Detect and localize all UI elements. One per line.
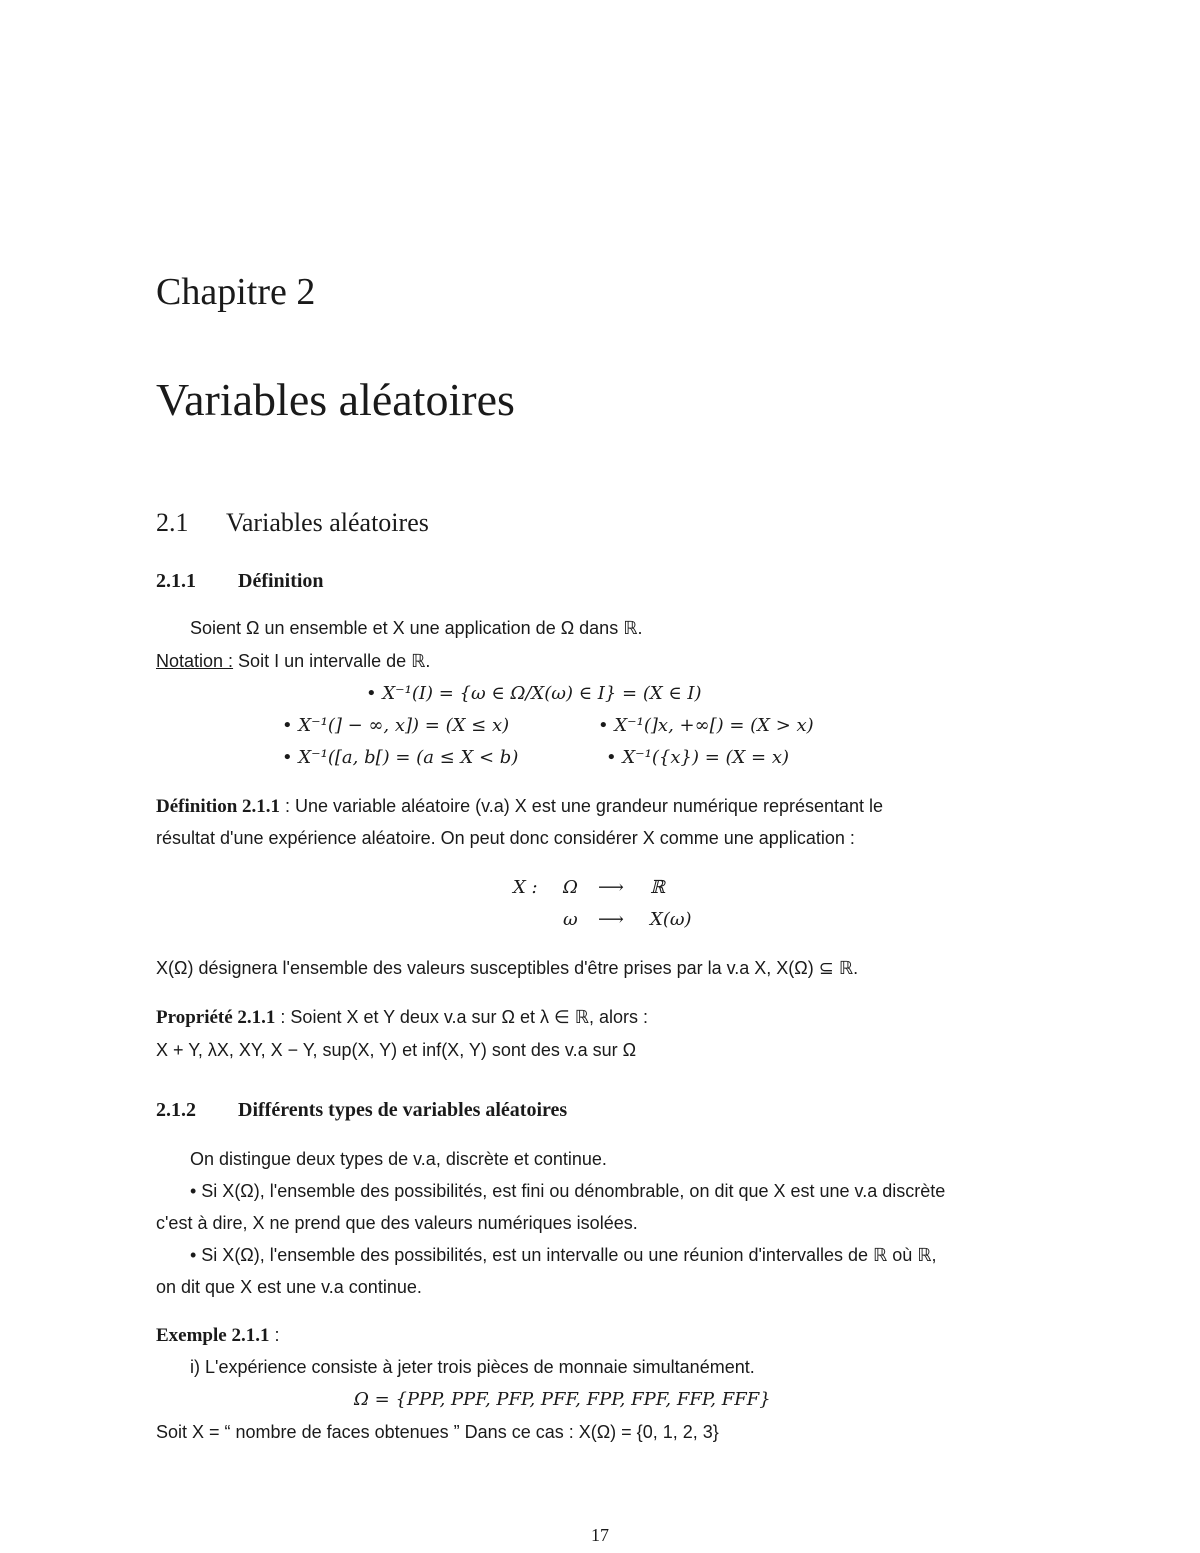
subsection-heading-definition: [156, 570, 324, 593]
property-text: : Soient X et Y deux v.a sur Ω et λ ∈ ℝ, alors :: [275, 1007, 648, 1027]
property-line-2: X + Y, λX, XY, X − Y, sup(X, Y) et inf(X, Y) sont des v.a sur Ω: [156, 1040, 637, 1060]
mapping-name: X :: [513, 877, 538, 898]
bullet-right-interval: • X⁻¹(]x, +∞[) = (X > x): [598, 715, 814, 736]
chapter-title: Variables aléatoires: [156, 374, 515, 425]
section-number: 2.1: [156, 508, 189, 537]
types-line-4: • Si X(Ω), l'ensemble des possibilités, est un intervalle ou une réunion d'intervalles de ℝ où ℝ,: [190, 1245, 937, 1265]
definition-label: Définition 2.1.1: [156, 796, 281, 817]
example-heading: [156, 1325, 279, 1347]
chapter-label: Chapitre 2: [156, 271, 316, 313]
bullet-singleton: • X⁻¹({x}) = (X = x): [606, 747, 790, 768]
mapping-arrow-2: ⟶: [598, 909, 624, 930]
section-title: Variables aléatoires: [226, 508, 429, 537]
page-number: 17: [591, 1525, 609, 1545]
mapping-domain: Ω: [563, 877, 578, 898]
mapping-codomain: ℝ: [650, 877, 665, 898]
mapping-arrow-1: ⟶: [598, 877, 624, 898]
mapping-element: ω: [563, 909, 578, 930]
bullet-preimage: • X⁻¹(I) = {ω ∈ Ω/X(ω) ∈ I} = (X ∈ I): [366, 683, 702, 704]
intro-line: Soient Ω un ensemble et X une application de Ω dans ℝ.: [190, 618, 643, 638]
range-line: X(Ω) désignera l'ensemble des valeurs susceptibles d'être prises par la v.a X, X(Ω) ⊆ ℝ.: [156, 958, 859, 978]
example-line-1: i) L'expérience consiste à jeter trois pièces de monnaie simultanément.: [190, 1357, 755, 1377]
subsection-heading-types: [156, 1099, 567, 1122]
bullet-bounded-interval: • X⁻¹([a, b[) = (a ≤ X < b): [282, 747, 519, 768]
example-omega: Ω = {PPP, PPF, PFP, PFF, FPP, FPF, FFP, FFF}: [354, 1389, 771, 1410]
notation-text: Soit I un intervalle de ℝ.: [233, 651, 431, 671]
subsection-number: 2.1.2: [156, 1099, 196, 1121]
definition-text: : Une variable aléatoire (v.a) X est une grandeur numérique représentant le: [280, 796, 884, 816]
example-label: Exemple 2.1.1: [156, 1325, 270, 1346]
definition-line-1: [156, 796, 883, 818]
property-line-1: [156, 1007, 648, 1029]
definition-line-2: résultat d'une expérience aléatoire. On peut donc considérer X comme une application :: [156, 828, 855, 848]
notation-line: [156, 651, 430, 672]
section-heading: [156, 508, 429, 538]
bullet-left-interval: • X⁻¹(] − ∞, x]) = (X ≤ x): [282, 715, 510, 736]
mapping-image: X(ω): [650, 909, 692, 930]
notation-label: Notation :: [156, 651, 234, 671]
types-line-3: c'est à dire, X ne prend que des valeurs numériques isolées.: [156, 1213, 638, 1233]
types-line-2: • Si X(Ω), l'ensemble des possibilités, est fini ou dénombrable, on dit que X est une v.a discrète: [190, 1181, 946, 1201]
types-line-5: on dit que X est une v.a continue.: [156, 1277, 422, 1297]
subsection-title: Définition: [238, 570, 324, 592]
subsection-number: 2.1.1: [156, 570, 196, 592]
types-line-1: On distingue deux types de v.a, discrète et continue.: [190, 1149, 607, 1169]
subsection-title: Différents types de variables aléatoires: [238, 1099, 568, 1121]
example-suffix: :: [269, 1325, 280, 1345]
property-label: Propriété 2.1.1: [156, 1007, 276, 1028]
example-line-2: Soit X = “ nombre de faces obtenues ” Dans ce cas : X(Ω) = {0, 1, 2, 3}: [156, 1422, 719, 1442]
